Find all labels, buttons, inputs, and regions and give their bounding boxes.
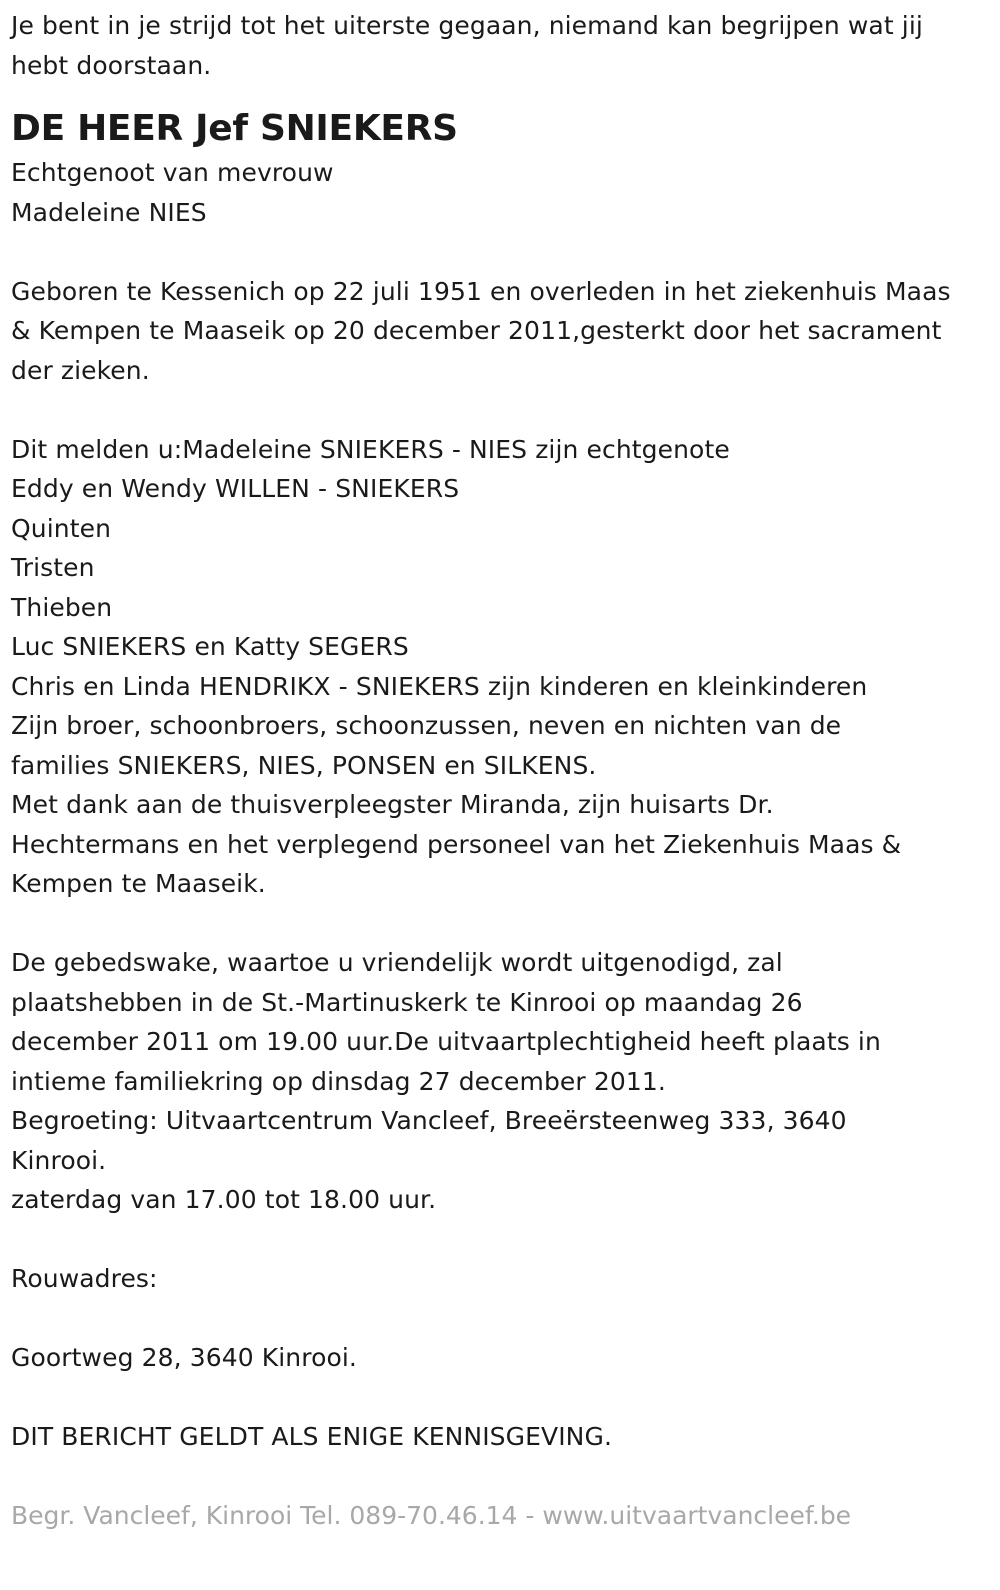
- family-line: Tristen: [11, 553, 95, 582]
- family-line: Hechtermans en het verplegend personeel van het Ziekenhuis Maas &: [11, 829, 902, 859]
- mourning-address-label: Rouwadres:: [11, 1264, 158, 1293]
- funeral-home-footer: Begr. Vancleef, Kinrooi Tel. 089-70.46.14 - www.uitvaartvancleef.be: [11, 1501, 852, 1530]
- spacer: [11, 1220, 986, 1260]
- intro-line: Je bent in je strijd tot het uiterste gegaan, niemand kan begrijpen wat jij: [11, 11, 923, 40]
- ceremony-line: plaatshebben in de St.-Martinuskerk te Kinrooi op maandag 26: [11, 987, 803, 1017]
- intro-quote: [11, 6, 986, 85]
- family-block: [11, 430, 986, 904]
- spacer: [11, 232, 986, 272]
- spouse-block: [11, 153, 986, 232]
- intro-line: hebt doorstaan.: [11, 50, 212, 80]
- family-line: Zijn broer, schoonbroers, schoonzussen, neven en nichten van de: [11, 711, 842, 740]
- deceased-name-heading: DE HEER Jef SNIEKERS: [11, 108, 458, 149]
- ceremony-line: december 2011 om 19.00 uur.De uitvaartplechtigheid heeft plaats in: [11, 1027, 881, 1056]
- family-line: Eddy en Wendy WILLEN - SNIEKERS: [11, 474, 460, 503]
- ceremony-line: intieme familiekring op dinsdag 27 december 2011.: [11, 1066, 666, 1096]
- spacer: [11, 1457, 986, 1497]
- spouse-line: Echtgenoot van mevrouw: [11, 158, 334, 187]
- ceremony-line: Begroeting: Uitvaartcentrum Vancleef, Breeërsteenweg 333, 3640: [11, 1106, 847, 1135]
- mourning-address: Goortweg 28, 3640 Kinrooi.: [11, 1343, 357, 1372]
- ceremony-block: [11, 943, 986, 1220]
- obituary-document: [11, 6, 986, 1536]
- family-line: Met dank aan de thuisverpleegster Miranda, zijn huisarts Dr.: [11, 790, 774, 819]
- birth-death-line: & Kempen te Maaseik op 20 december 2011,gesterkt door het sacrament: [11, 316, 942, 345]
- family-line: Kempen te Maaseik.: [11, 869, 266, 898]
- family-line: families SNIEKERS, NIES, PONSEN en SILKENS.: [11, 750, 597, 780]
- family-line: Thieben: [11, 592, 113, 622]
- ceremony-line: De gebedswake, waartoe u vriendelijk wordt uitgenodigd, zal: [11, 948, 783, 977]
- family-line: Luc SNIEKERS en Katty SEGERS: [11, 632, 409, 661]
- spacer: [11, 1378, 986, 1418]
- ceremony-line: zaterdag van 17.00 tot 18.00 uur.: [11, 1185, 437, 1214]
- birth-death-line: Geboren te Kessenich op 22 juli 1951 en overleden in het ziekenhuis Maas: [11, 276, 951, 306]
- family-line: Quinten: [11, 513, 112, 543]
- ceremony-line: Kinrooi.: [11, 1145, 107, 1175]
- spacer: [11, 390, 986, 430]
- spacer: [11, 1299, 986, 1339]
- birth-death-block: [11, 272, 986, 391]
- notice-text: DIT BERICHT GELDT ALS ENIGE KENNISGEVING.: [11, 1422, 612, 1451]
- spouse-line: Madeleine NIES: [11, 197, 207, 227]
- spacer: [11, 904, 986, 944]
- family-line: Chris en Linda HENDRIKX - SNIEKERS zijn kinderen en kleinkinderen: [11, 671, 868, 701]
- birth-death-line: der zieken.: [11, 355, 150, 385]
- family-line: Dit melden u:Madeleine SNIEKERS - NIES zijn echtgenote: [11, 434, 730, 464]
